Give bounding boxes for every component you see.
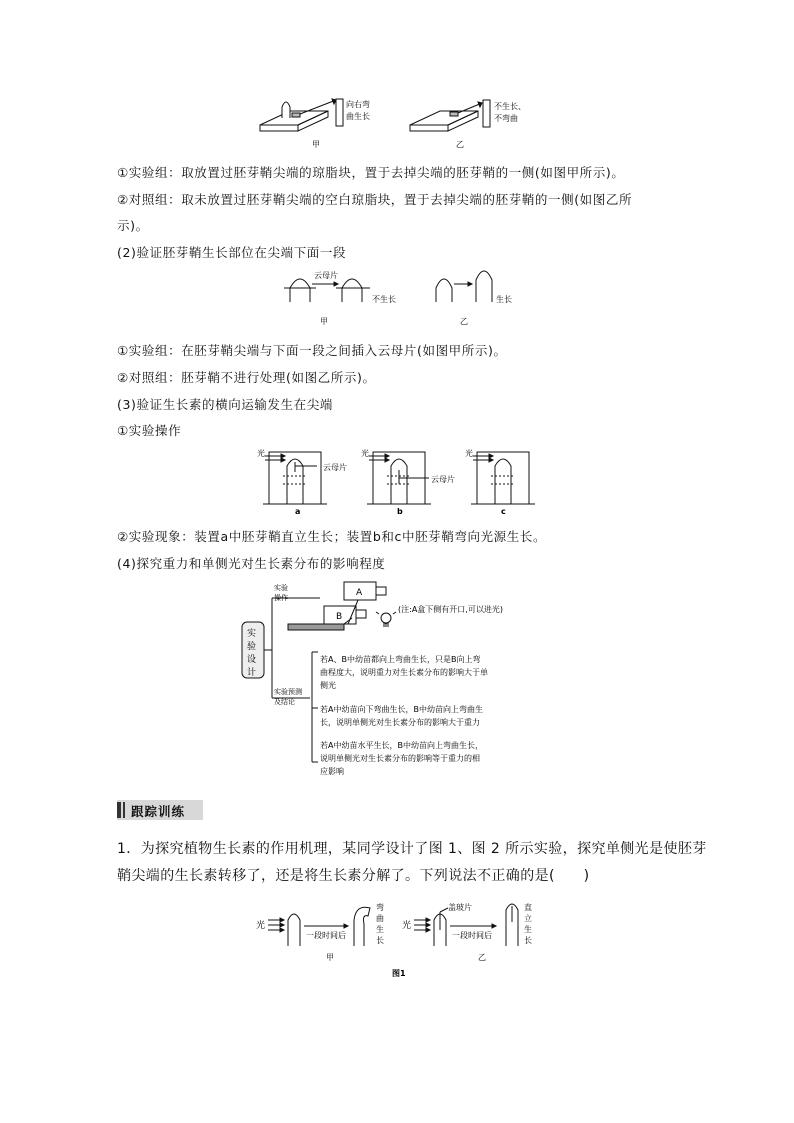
note: (注:A盒下侧有开口,可以进光) xyxy=(398,605,503,614)
section3-obs: ②实验现象：装置a中胚芽鞘直立生长；装置b和c中胚芽鞘弯向光源生长。 xyxy=(117,529,547,544)
design-char-3: 设 xyxy=(247,655,257,665)
section3-op: ①实验操作 xyxy=(117,423,182,438)
light-b: 光 xyxy=(361,449,369,458)
right-label-line2: 不弯曲 xyxy=(494,114,518,123)
cap-c: c xyxy=(501,507,506,516)
design-char-4: 计 xyxy=(247,668,257,678)
design-figure xyxy=(240,578,580,786)
fig1-after-a: 一段时间后 xyxy=(306,931,346,940)
training-heading xyxy=(117,800,203,820)
section2-exp: ①实验组：在胚芽鞘尖端与下面一段之间插入云母片(如图甲所示)。 xyxy=(117,343,507,358)
para1-ctrl-line2: 示)。 xyxy=(117,218,149,233)
coleoptile-b1 xyxy=(436,279,452,302)
c1-line1: 若A、B中幼苗都向上弯曲生长，只是B向上弯 xyxy=(320,655,481,664)
grow-label: 生长 xyxy=(496,295,512,304)
left-label-line1: 向右弯 xyxy=(346,100,370,109)
fig1-straight-2: 立 xyxy=(524,914,532,923)
right-caption: 乙 xyxy=(456,140,464,149)
para1-ctrl-line1: ②对照组：取未放置过胚芽鞘尖端的空白琼脂块，置于去掉尖端的胚芽鞘的一侧(如图乙所 xyxy=(117,192,633,207)
training-heading-text: 跟踪训练 xyxy=(131,804,186,819)
para1-exp: ①实验组：取放置过胚芽鞘尖端的琼脂块，置于去掉尖端的胚芽鞘的一侧(如图甲所示)。 xyxy=(117,165,625,180)
section3-title: (3)验证生长素的横向运输发生在尖端 xyxy=(117,397,334,412)
coleoptile-a1 xyxy=(290,279,310,302)
c3-line3: 应影响 xyxy=(320,767,344,776)
right-label-line1: 不生长、 xyxy=(494,102,526,111)
fig1-straight-3: 生 xyxy=(524,925,532,934)
cap-a: a xyxy=(295,507,301,516)
fig1-bend-3: 生 xyxy=(376,925,384,934)
c2-line1: 若A中幼苗向下弯曲生长，B中幼苗向上弯曲生 xyxy=(320,705,483,714)
figure-1 xyxy=(252,900,552,984)
fig1-after-b: 一段时间后 xyxy=(452,931,492,940)
left-caption: 甲 xyxy=(312,140,320,149)
c2-line2: 长，说明单侧光对生长素分布的影响大于重力 xyxy=(320,718,480,727)
top-figure xyxy=(250,95,550,155)
pred-label-2: 及结论 xyxy=(274,698,295,706)
c1-line2: 曲程度大，说明重力对生长素分布的影响大于单 xyxy=(320,668,488,677)
mica-a: 云母片 xyxy=(323,463,347,472)
section2-title: (2)验证胚芽鞘生长部位在尖端下面一段 xyxy=(117,245,347,260)
box-b: B xyxy=(336,612,343,622)
cap-b: 乙 xyxy=(460,317,468,326)
op-label-1: 实验 xyxy=(274,584,288,592)
cap-a: 甲 xyxy=(320,317,328,326)
cap-b: b xyxy=(397,507,403,516)
pred-label-1: 实验预测 xyxy=(274,688,302,696)
light-a: 光 xyxy=(257,449,265,458)
coleoptile-2 xyxy=(354,907,370,946)
fig1-light-a: 光 xyxy=(256,921,266,931)
coleoptile-b2 xyxy=(476,271,492,302)
fig1-cap-a: 甲 xyxy=(326,953,334,962)
coleoptile-1 xyxy=(288,914,300,946)
coleoptile-a2 xyxy=(342,279,362,302)
agar-block-left xyxy=(260,99,343,131)
c3-line2: 说明单侧光对生长素分布的影响等于重力的相 xyxy=(320,754,480,763)
q1-line2: 鞘尖端的生长素转移了，还是将生长素分解了。下列说法不正确的是( ) xyxy=(117,868,590,884)
c3-line1: 若A中幼苗水平生长，B中幼苗向上弯曲生长， xyxy=(320,741,483,750)
mica-figure xyxy=(280,266,540,332)
fig1-straight-1: 直 xyxy=(524,903,532,912)
fig1-straight-4: 长 xyxy=(524,936,532,945)
fig1-bend-4: 长 xyxy=(376,936,384,945)
no-grow-label: 不生长 xyxy=(372,295,396,304)
left-label-line2: 曲生长 xyxy=(346,112,370,121)
q1-line1: 1．为探究植物生长素的作用机理，某同学设计了图 1、图 2 所示实验，探究单侧光是使胚芽 xyxy=(117,841,707,857)
section4-title: (4)探究重力和单侧光对生长素分布的影响程度 xyxy=(117,556,386,571)
design-char-1: 实 xyxy=(247,629,257,639)
agar-block-right xyxy=(410,100,490,131)
fig1-bend-1: 弯 xyxy=(376,903,384,912)
box-a: A xyxy=(356,588,363,598)
c1-line3: 侧光 xyxy=(320,681,336,690)
section2-ctrl: ②对照组：胚芽鞘不进行处理(如图乙所示)。 xyxy=(117,370,376,385)
fig1-bend-2: 曲 xyxy=(376,914,384,923)
fig1-title: 图1 xyxy=(392,969,406,978)
lateral-transport-figure xyxy=(255,446,555,518)
fig1-light-b: 光 xyxy=(402,921,412,931)
fig1-cover: 盖玻片 xyxy=(448,903,472,912)
design-char-2: 验 xyxy=(247,642,257,652)
fig1-cap-b: 乙 xyxy=(478,953,486,962)
mica-label: 云母片 xyxy=(314,271,338,280)
op-label-2: 操作 xyxy=(274,594,288,602)
light-c: 光 xyxy=(465,449,473,458)
mica-b: 云母片 xyxy=(431,475,455,484)
